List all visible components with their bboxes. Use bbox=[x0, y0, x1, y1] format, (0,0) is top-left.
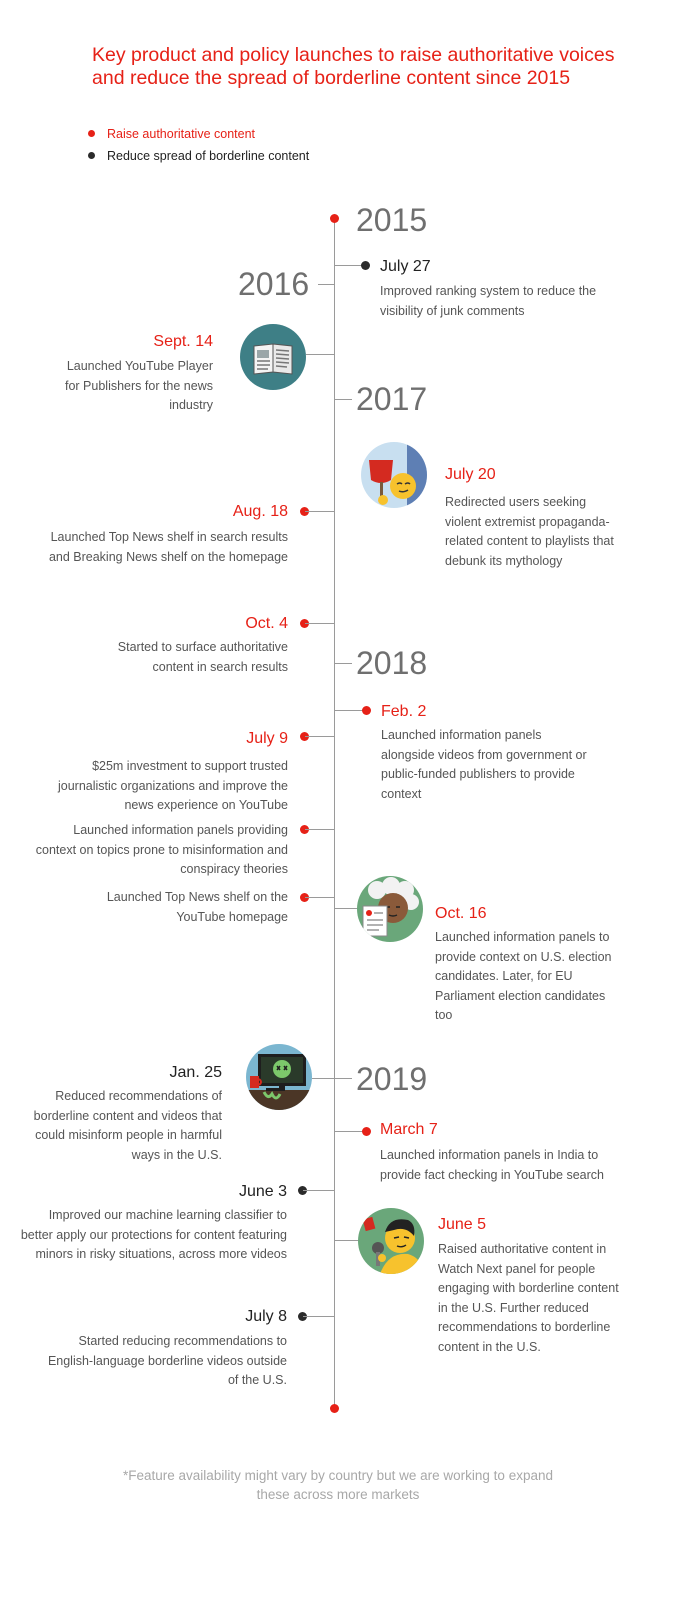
event-connector bbox=[335, 1131, 363, 1132]
timeline-axis bbox=[334, 218, 335, 1410]
event-date: July 8 bbox=[245, 1308, 287, 1325]
event-dot bbox=[362, 706, 371, 715]
footnote: *Feature availability might vary by country but we are working to expand these across more markets bbox=[123, 1468, 553, 1502]
event-date: Oct. 4 bbox=[245, 615, 288, 632]
event-date: Sept. 14 bbox=[153, 333, 213, 350]
event-date: Feb. 2 bbox=[381, 703, 427, 720]
legend-raise-dot bbox=[88, 130, 95, 137]
event-connector bbox=[305, 511, 335, 512]
event-date: July 27 bbox=[380, 258, 431, 275]
reporter-icon bbox=[358, 1208, 424, 1274]
legend-reduce-label: Reduce spread of borderline content bbox=[107, 149, 310, 163]
candidate-icon bbox=[357, 876, 423, 942]
legend-raise-label: Raise authoritative content bbox=[107, 127, 256, 141]
event-description: Launched YouTube Player for Publishers for the news industry bbox=[65, 359, 213, 412]
event-date: Oct. 16 bbox=[435, 905, 487, 922]
event-description: Launched information panels in India to provide fact checking in YouTube search bbox=[380, 1148, 604, 1182]
event-date: June 5 bbox=[438, 1216, 487, 1233]
event-connector bbox=[305, 897, 335, 898]
event-date: July 9 bbox=[246, 730, 288, 747]
year-2018-connector bbox=[335, 663, 352, 664]
legend-reduce-dot bbox=[88, 152, 95, 159]
year-2016: 2016 bbox=[238, 266, 310, 302]
event-connector bbox=[306, 354, 335, 355]
event-description: Improved ranking system to reduce the visibility of junk comments bbox=[380, 284, 597, 318]
event-description: Launched Top News shelf in search results and Breaking News shelf on the homepage bbox=[48, 530, 288, 564]
event-date: July 20 bbox=[445, 466, 496, 483]
event-description: Improved our machine learning classifier to better apply our protections for content featuring minors in risky situations, across more videos bbox=[20, 1208, 287, 1261]
year-2019-connector bbox=[335, 1078, 352, 1079]
event-description: Launched information panels to provide context on U.S. election candidates. Later, for EU Parliament election candidates too bbox=[435, 930, 612, 1022]
event-description: Started reducing recommendations to English-language borderline videos outside of the U.S. bbox=[47, 1334, 287, 1387]
year-2017-connector bbox=[335, 399, 352, 400]
event-description: Launched information panels alongside videos from government or public-funded publishers to provide context bbox=[381, 728, 587, 801]
event-date: Jan. 25 bbox=[169, 1064, 222, 1081]
event-description: Redirected users seeking violent extremist propaganda-related content to playlists that debunk its mythology bbox=[445, 495, 614, 568]
page-title: Key product and policy launches to raise authoritative voices and reduce the spread of borderline content since 2015 bbox=[92, 44, 615, 89]
event-description: Reduced recommendations of borderline content and videos that could misinform people in harmful ways in the U.S. bbox=[33, 1089, 222, 1162]
event-description: Started to surface authoritative content in search results bbox=[117, 640, 288, 674]
flag-person-icon bbox=[361, 442, 427, 508]
year-2016-connector bbox=[318, 284, 335, 285]
year-2015: 2015 bbox=[356, 202, 428, 238]
event-date: March 7 bbox=[380, 1121, 438, 1138]
year-2019: 2019 bbox=[356, 1061, 428, 1097]
legend-reduce bbox=[88, 148, 309, 164]
event-connector bbox=[335, 710, 363, 711]
event-description: Raised authoritative content in Watch Next panel for people engaging with borderline content in the U.S. Further reduced recommendations to borderline content in the U.S. bbox=[438, 1242, 619, 1354]
event-connector bbox=[312, 1078, 335, 1079]
event-description: $25m investment to support trusted journalistic organizations and improve the news experience on YouTube bbox=[58, 759, 288, 812]
timeline-start-dot bbox=[330, 214, 339, 223]
event-connector bbox=[335, 908, 359, 909]
year-2018: 2018 bbox=[356, 645, 428, 681]
event-description: Launched information panels providing context on topics prone to misinformation and conspiracy theories bbox=[35, 823, 288, 876]
newspaper-icon bbox=[240, 324, 306, 390]
event-date: June 3 bbox=[238, 1183, 287, 1200]
event-connector bbox=[305, 736, 335, 737]
year-2017: 2017 bbox=[356, 381, 428, 417]
event-dot bbox=[361, 261, 370, 270]
event-connector bbox=[335, 265, 363, 266]
event-connector bbox=[335, 1240, 359, 1241]
timeline-end-dot bbox=[330, 1404, 339, 1413]
legend-raise bbox=[88, 126, 255, 142]
event-dot bbox=[362, 1127, 371, 1136]
event-connector bbox=[305, 829, 335, 830]
event-description: Launched Top News shelf on the YouTube homepage bbox=[106, 890, 288, 924]
event-date: Aug. 18 bbox=[232, 503, 288, 520]
event-connector bbox=[303, 1316, 335, 1317]
monitor-icon bbox=[246, 1044, 312, 1110]
event-connector bbox=[305, 623, 335, 624]
event-connector bbox=[303, 1190, 335, 1191]
